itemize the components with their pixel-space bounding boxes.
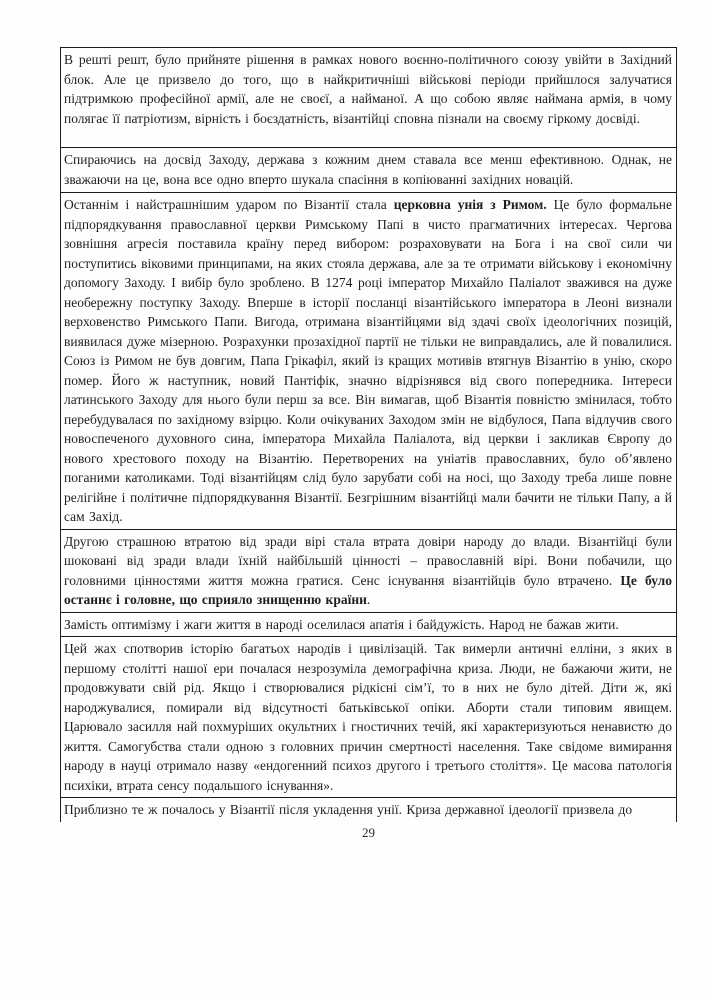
paragraph-text: Цей жах спотворив історію багатьох народів і цивілізацій. Так вимерли античні елліни, з яких в першому столітті нашої ери почалася незрозуміла демографічна криза. Люди, не бажаючи жити, не продовжувати свій рід. Якщо і створювалися рідкісні сім’ї, то в них не було дітей. Діти ж, які народжувалися, помирали від відсутності батьківської опіки. Аборти стали типовим явищем. Царювало засилля най похмуріших окультних і гностичних течій, які характеризуються ненавистю до життя. Самогубства стали одною з головних причин смертності населення. Таке свідоме вимирання народу в науці отримало назву «ендогенний психоз другого і третього століття». Це масова патологія психіки, втрата сенсу подальшого існування». bbox=[64, 641, 672, 793]
bold-phrase-country-destruction: Це було останнє і головне, що сприяло знищенню країни bbox=[64, 572, 672, 607]
paragraph-text: Останнім і найстрашнішим ударом по Візантії стала bbox=[64, 197, 394, 212]
paragraph-row-2 bbox=[60, 147, 677, 193]
paragraph-row-5 bbox=[60, 612, 677, 638]
paragraph-row-4 bbox=[60, 529, 677, 613]
paragraph-text: Спираючись на досвід Заходу, держава з кожним днем ставала все менш ефективною. Однак, не зважаючи на це, вона все одно вперто шукала спасіння в копіюванні західних новацій. bbox=[64, 152, 672, 187]
paragraph-row-6 bbox=[60, 636, 677, 798]
paragraph-row-7 bbox=[60, 797, 677, 822]
paragraph-text: Це було формальне підпорядкування православної церкви Римському Папі в чисто прагматичних інтересах. Чергова зовнішня агресія поставила країну перед вибором: розраховувати на Бога і на свої сили чи поступитись віковими принципами, на яких стояла держава, але за те отримати військову і економічну допомогу Заходу. І вибір було зроблено. В 1274 році імператор Михайло Паліалот зважився на дуже необережну поступку Заходу. Вперше в історії посланці візантійського імператора в Леоні визнали верховенство Римського Папи. Вигода, отримана візантійцями від здачі своїх ідеологічних позицій, виявилася дуже мізерною. Розрахунки прозахідної партії не тільки не виправдались, але й повалилися. Союз із Римом не був довгим, Папа Грікафіл, який із кращих мотивів втягнув Візантію в унію, скоро помер. Його ж наступник, новий Пантіфік, значно відрізнявся від свого попередника. Інтереси латинського Заходу для нього були перш за все. Він вимагав, щоб Візантія повністю змінилася, тобто перебудувалася по західному взірцю. Коли очікуваних Заходом змін не відбулося, Папа відлучив свого новоспеченого духовного сина, імператора Михайла Паліалота, від церкви і закликав Європу до нового хрестового походу на Візантію. Перетворених на уніатів православних, було об’явлено поганими католиками. Тоді візантійцям слід було зарубати собі на носі, що Заходу треба лише повне релігійне і політичне підпорядкування Візантії. Безгрішним візантійці мали бачити не тільки Папу, а й сам Захід. bbox=[64, 197, 672, 524]
bold-phrase-church-union: церковна унія з Римом. bbox=[393, 197, 547, 212]
paragraph-row-3 bbox=[60, 192, 677, 530]
paragraph-text: Приблизно те ж почалось у Візантії після укладення унії. Криза державної ідеології призвела до bbox=[64, 802, 633, 817]
paragraph-text: . bbox=[366, 592, 371, 607]
paragraph-row-1 bbox=[60, 47, 677, 148]
page-number: 29 bbox=[362, 824, 375, 840]
paragraph-text: Замість оптимізму і жаги життя в народі оселилася апатія і байдужість. Народ не бажав жити. bbox=[64, 616, 619, 632]
paragraph-text: В решті решт, було прийняте рішення в рамках нового воєнно-політичного союзу увійти в Західний блок. Але це призвело до того, що в найкритичніші військові періоди прийшлося залучатися підтримкою професійної армії, але не своєї, а найманої. А що собою являє наймана армія, в чому полягає її патріотизм, вірність і боєздатність, візантійці сповна пізнали на своєму гіркому досвіді. bbox=[64, 52, 672, 126]
paragraph-text: Другою страшною втратою від зради вірі стала втрата довіри народу до влади. Візантійці були шоковані від зради влади їхній найбільшій цінності – православній вірі. Вони побачили, що головними цінностями життя можна гратися. Сенс існування візантійців було втрачено. bbox=[64, 533, 672, 588]
text-table bbox=[60, 47, 677, 841]
